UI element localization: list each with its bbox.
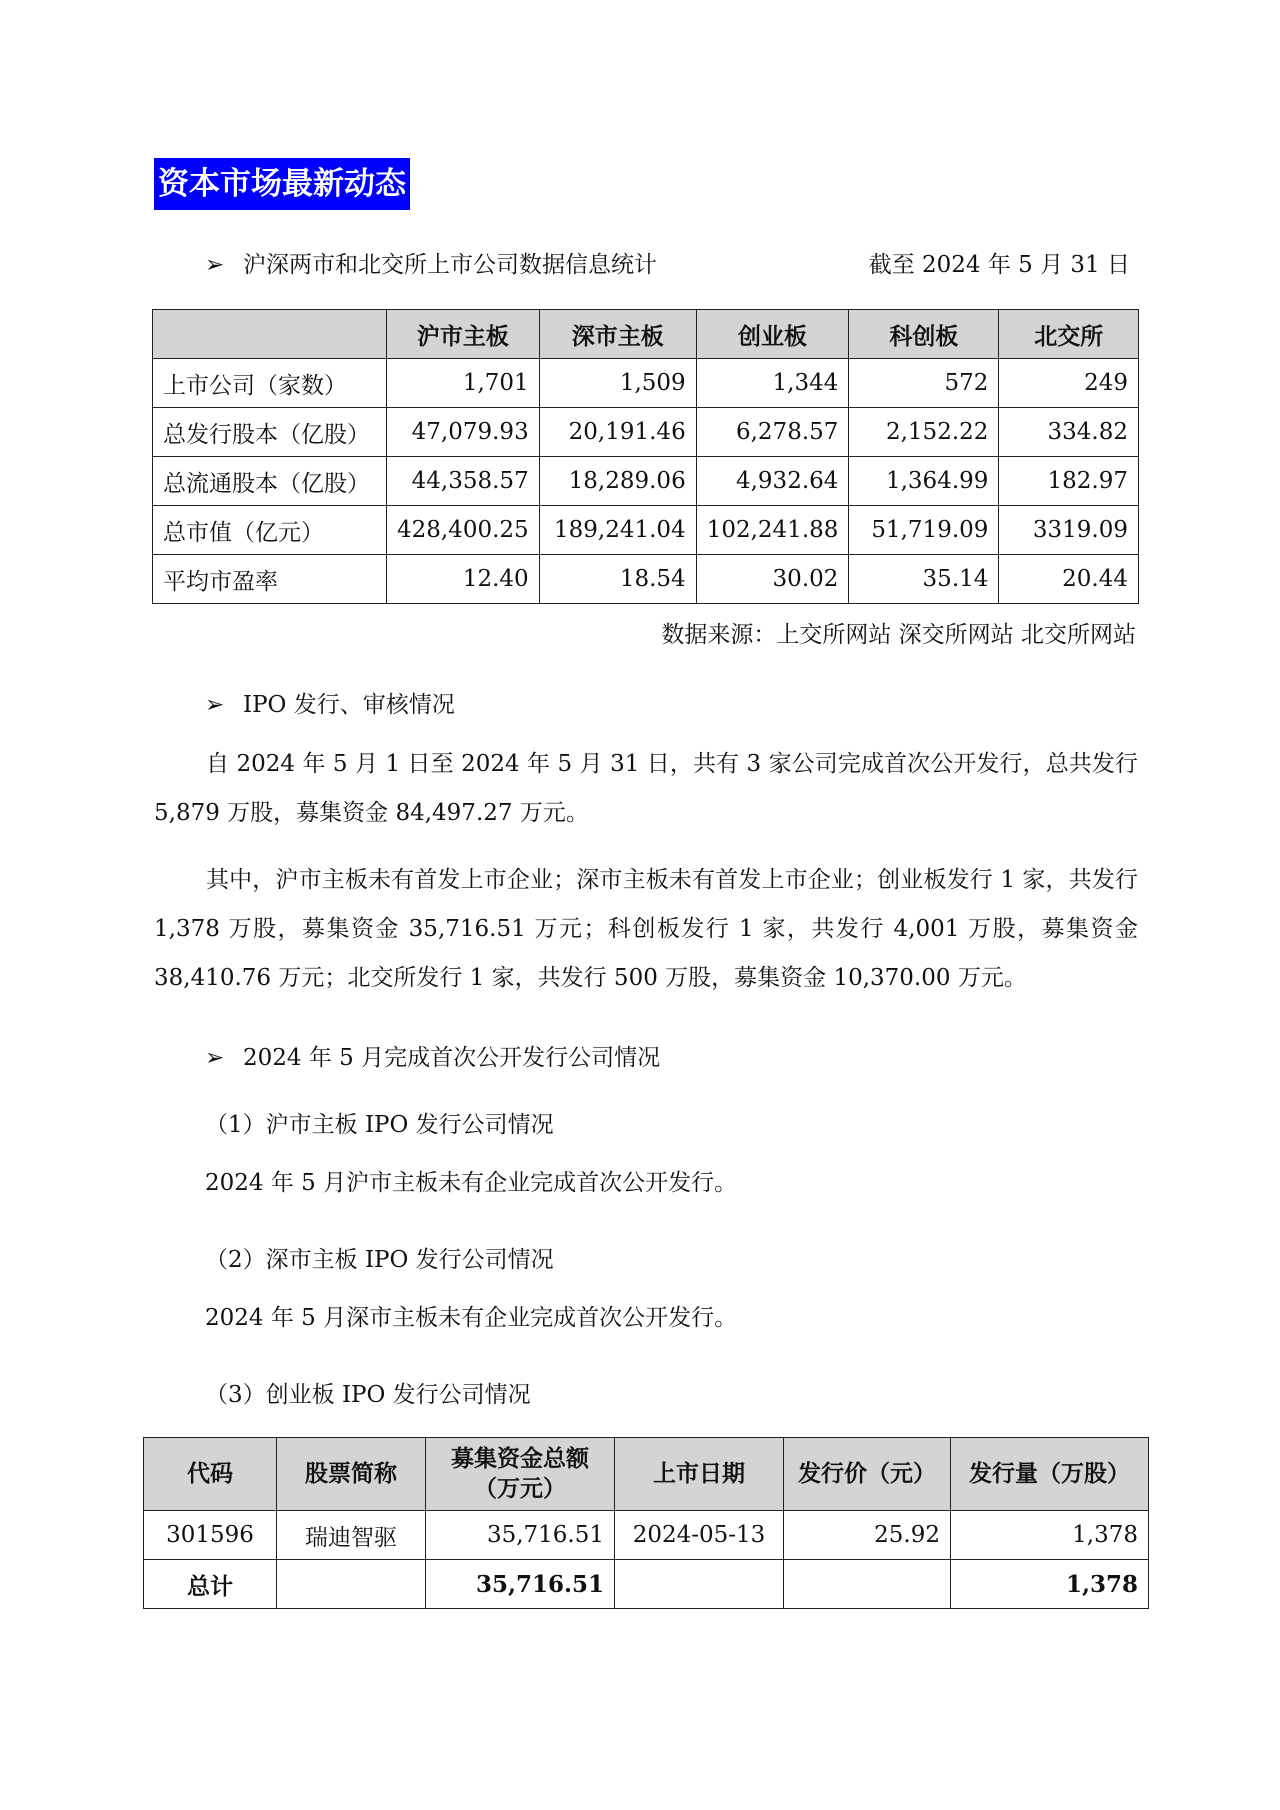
header-cell xyxy=(153,310,387,359)
table-cell: 2024-05-13 xyxy=(615,1511,784,1560)
section-heading-stats xyxy=(205,250,657,280)
table-header-row xyxy=(144,1438,1149,1511)
section-heading-text: IPO 发行、审核情况 xyxy=(243,692,455,718)
table-cell: 182.97 xyxy=(999,457,1139,506)
arrow-bullet-icon: ➢ xyxy=(205,252,225,278)
table-row xyxy=(153,555,1139,604)
table-row xyxy=(144,1511,1149,1560)
table-cell: 2,152.22 xyxy=(849,408,999,457)
table-cell: 18.54 xyxy=(539,555,696,604)
header-cell: 募集资金总额（万元） xyxy=(426,1438,615,1511)
table-row xyxy=(153,359,1139,408)
section-heading-text: 2024 年 5 月完成首次公开发行公司情况 xyxy=(243,1045,661,1071)
arrow-bullet-icon: ➢ xyxy=(205,1045,225,1071)
section-heading-text: 沪深两市和北交所上市公司数据信息统计 xyxy=(243,252,657,278)
table-cell: 1,364.99 xyxy=(849,457,999,506)
table-cell: 301596 xyxy=(144,1511,277,1560)
table-cell: 总计 xyxy=(144,1560,277,1609)
table-cell: 3319.09 xyxy=(999,506,1139,555)
sub-text-sz-main: 2024 年 5 月深市主板未有企业完成首次公开发行。 xyxy=(205,1305,738,1331)
header-cell: 深市主板 xyxy=(539,310,696,359)
table-cell: 18,289.06 xyxy=(539,457,696,506)
data-source-note: 数据来源：上交所网站 深交所网站 北交所网站 xyxy=(661,622,1136,648)
header-cell: 沪市主板 xyxy=(387,310,540,359)
table-cell: 12.40 xyxy=(387,555,540,604)
table-cell: 35,716.51 xyxy=(426,1560,615,1609)
header-cell: 发行量（万股） xyxy=(951,1438,1149,1511)
header-cell: 科创板 xyxy=(849,310,999,359)
header-cell: 创业板 xyxy=(696,310,849,359)
ipo-detail-paragraph: 其中，沪市主板未有首发上市企业；深市主板未有首发上市企业；创业板发行 1 家，共发行 1,378 万股，募集资金 35,716.51 万元；科创板发行 1 家，共发行 4,001 万股，募集资金 38,410.76 万元；北交所发行 1 家，共发行 500 万股，募集资金 10,370.00 万元。 xyxy=(154,867,1138,991)
table-cell: 572 xyxy=(849,359,999,408)
table-cell: 20,191.46 xyxy=(539,408,696,457)
sub-heading-chinext: （3）创业板 IPO 发行公司情况 xyxy=(205,1382,531,1408)
stats-table xyxy=(152,309,1139,604)
header-cell: 股票简称 xyxy=(277,1438,426,1511)
table-cell: 20.44 xyxy=(999,555,1139,604)
row-label: 总发行股本（亿股） xyxy=(153,408,387,457)
table-cell: 47,079.93 xyxy=(387,408,540,457)
page-title: 资本市场最新动态 xyxy=(154,158,410,210)
table-cell: 35,716.51 xyxy=(426,1511,615,1560)
table-cell: 428,400.25 xyxy=(387,506,540,555)
table-cell: 189,241.04 xyxy=(539,506,696,555)
table-cell: 102,241.88 xyxy=(696,506,849,555)
table-cell: 1,378 xyxy=(951,1511,1149,1560)
header-cell: 北交所 xyxy=(999,310,1139,359)
table-cell: 1,378 xyxy=(951,1560,1149,1609)
as-of-date: 截至 2024 年 5 月 31 日 xyxy=(868,252,1130,278)
section-heading-may-ipo xyxy=(205,1043,660,1073)
section-heading-ipo xyxy=(205,690,455,720)
table-total-row xyxy=(144,1560,1149,1609)
table-cell: 25.92 xyxy=(784,1511,951,1560)
header-cell: 发行价（元） xyxy=(784,1438,951,1511)
arrow-bullet-icon: ➢ xyxy=(205,692,225,718)
sub-text-sh-main: 2024 年 5 月沪市主板未有企业完成首次公开发行。 xyxy=(205,1170,738,1196)
table-cell: 1,344 xyxy=(696,359,849,408)
table-cell: 1,701 xyxy=(387,359,540,408)
table-cell xyxy=(784,1560,951,1609)
table-row xyxy=(153,408,1139,457)
table-cell xyxy=(615,1560,784,1609)
ipo-summary-paragraph: 自 2024 年 5 月 1 日至 2024 年 5 月 31 日，共有 3 家公司完成首次公开发行，总共发行 5,879 万股，募集资金 84,497.27 万元。 xyxy=(154,751,1138,826)
row-label: 总市值（亿元） xyxy=(153,506,387,555)
sub-heading-sz-main: （2）深市主板 IPO 发行公司情况 xyxy=(205,1247,554,1273)
table-cell: 44,358.57 xyxy=(387,457,540,506)
table-cell: 30.02 xyxy=(696,555,849,604)
table-cell: 249 xyxy=(999,359,1139,408)
table-header-row xyxy=(153,310,1139,359)
table-cell: 35.14 xyxy=(849,555,999,604)
table-cell: 4,932.64 xyxy=(696,457,849,506)
row-label: 总流通股本（亿股） xyxy=(153,457,387,506)
header-cell: 代码 xyxy=(144,1438,277,1511)
table-row xyxy=(153,457,1139,506)
header-cell: 上市日期 xyxy=(615,1438,784,1511)
ipo-table xyxy=(143,1437,1149,1609)
table-cell: 334.82 xyxy=(999,408,1139,457)
table-cell xyxy=(277,1560,426,1609)
table-cell: 1,509 xyxy=(539,359,696,408)
row-label: 平均市盈率 xyxy=(153,555,387,604)
row-label: 上市公司（家数） xyxy=(153,359,387,408)
table-cell: 51,719.09 xyxy=(849,506,999,555)
table-cell: 瑞迪智驱 xyxy=(277,1511,426,1560)
sub-heading-sh-main: （1）沪市主板 IPO 发行公司情况 xyxy=(205,1112,554,1138)
table-cell: 6,278.57 xyxy=(696,408,849,457)
table-row xyxy=(153,506,1139,555)
